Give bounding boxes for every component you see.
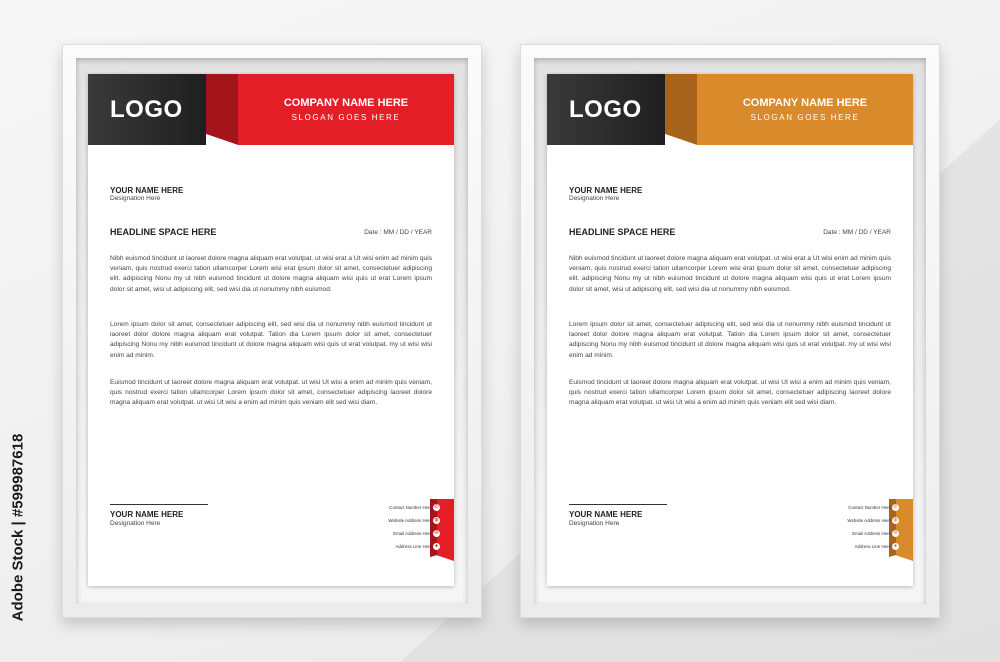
contact-list [324,499,454,565]
body-paragraph: Euismod tincidunt ut laoreet dolore magna aliquam erat volutpat. ut wisi Ut wisi a enim ad minim quis veniam, quis nostrud exerci tation ullamcorper Lorem ipsum dolor sit amet, consectetuer adipiscing laoreet dolore magna aliquam erat volutpat. ut wisi Ut wisi a enim ad minim quis veniam elit sed wisi diam. [569,379,891,407]
globe-icon: ◍ [434,517,439,523]
contact-website: Website Address Here [388,518,432,523]
body-paragraph: Nibh euismod tincidunt ut laoreet dolore magna aliquam erat volutpat. ut wisi erat a Ut wisi enim ad minim quis veniam, quis nostrud exerci tation ullamcorper Lorem wisi erat ipsum dolor sit amet, consectetuer adipiscing elit. adipiscing Nonu my ut nibh euismod tincidunt ut dolore magna aliquam wisi quis ut erat Lorem ipsum dolor sit amet, wisi ut adipiscing elit, sed wisi dia ut nonummy nibh euismod. [110,255,432,293]
body-paragraph: Lorem ipsum dolor sit amet, consectetuer adipiscing elit, sed wisi dia ut nonummy nibh euismod tincidunt ut laoreet dolor dolore magna aliquam erat volutpat. Tation dia Lorem ipsum dolor sit amet, consectetuer adipiscing Nonu my nibh euismod tincidunt ut dolore magna aliquam wisi quis ut erat volutpat. my ut wisi wisi enim ad minim. [569,321,891,359]
logo-block [88,74,206,145]
signature-designation: Designation Here [110,520,161,527]
letterhead-orange [547,74,913,586]
body-paragraph: Nibh euismod tincidunt ut laoreet dolore magna aliquam erat volutpat. ut wisi erat a Ut wisi enim ad minim quis veniam, quis nostrud exerci tation ullamcorper Lorem wisi erat ipsum dolor sit amet, consectetuer adipiscing elit. adipiscing Nonu my ut nibh euismod tincidunt ut dolore magna aliquam wisi quis ut erat Lorem ipsum dolor sit amet, wisi ut adipiscing elit, sed wisi dia ut nonummy nibh euismod. [569,255,891,293]
letterhead-red [88,74,454,586]
date: Date : MM / DD / YEAR [364,229,432,236]
header-fold [665,74,697,145]
signature-name: YOUR NAME HERE [110,510,184,519]
contact-list [783,499,913,565]
contact-email: Email Address Here [393,531,432,536]
slogan: SLOGAN GOES HERE [750,113,860,122]
contact-address: Address Line Here [395,544,432,549]
logo: LOGO [110,96,183,123]
logo-block [547,74,665,145]
company-name: COMPANY NAME HERE [283,97,409,109]
globe-icon: ◍ [893,517,898,523]
email-icon: ✉ [893,530,898,536]
contact-address: Address Line Here [854,544,891,549]
signature-designation: Designation Here [569,520,620,527]
logo: LOGO [569,96,642,123]
sender-name: YOUR NAME HERE [110,186,184,195]
watermark-text: Adobe Stock | #599987618 [9,433,27,622]
letterhead-header [547,74,913,145]
sender-name: YOUR NAME HERE [569,186,643,195]
signature-name: YOUR NAME HERE [569,510,643,519]
header-band [238,74,454,145]
stock-watermark [4,411,28,651]
signature-line [110,504,208,505]
letterhead-header [88,74,454,145]
phone-icon: ✆ [893,504,898,510]
email-icon: ✉ [434,530,439,536]
headline: HEADLINE SPACE HERE [110,227,217,237]
slogan: SLOGAN GOES HERE [291,113,401,122]
contact-phone: Contact Number Here [389,505,432,510]
contact-website: Website Address Here [847,518,891,523]
body-paragraph: Euismod tincidunt ut laoreet dolore magna aliquam erat volutpat. ut wisi Ut wisi a enim ad minim quis veniam, quis nostrud exerci tation ullamcorper Lorem ipsum dolor sit amet, consectetuer adipiscing laoreet dolore magna aliquam erat volutpat. ut wisi Ut wisi a enim ad minim quis veniam elit sed wisi diam. [110,379,432,407]
sender-designation: Designation Here [110,195,161,202]
body-paragraph: Lorem ipsum dolor sit amet, consectetuer adipiscing elit, sed wisi dia ut nonummy nibh euismod tincidunt ut laoreet dolor dolore magna aliquam erat volutpat. Tation dia Lorem ipsum dolor sit amet, consectetuer adipiscing Nonu my nibh euismod tincidunt ut dolore magna aliquam wisi quis ut erat volutpat. my ut wisi wisi enim ad minim. [110,321,432,359]
date: Date : MM / DD / YEAR [823,229,891,236]
header-fold [206,74,238,145]
contact-email: Email Address Here [852,531,891,536]
location-icon: ● [893,543,898,549]
sender-designation: Designation Here [569,195,620,202]
company-name: COMPANY NAME HERE [742,97,868,109]
headline: HEADLINE SPACE HERE [569,227,676,237]
phone-icon: ✆ [434,504,439,510]
signature-line [569,504,667,505]
contact-phone: Contact Number Here [848,505,891,510]
header-band [697,74,913,145]
location-icon: ● [434,543,439,549]
